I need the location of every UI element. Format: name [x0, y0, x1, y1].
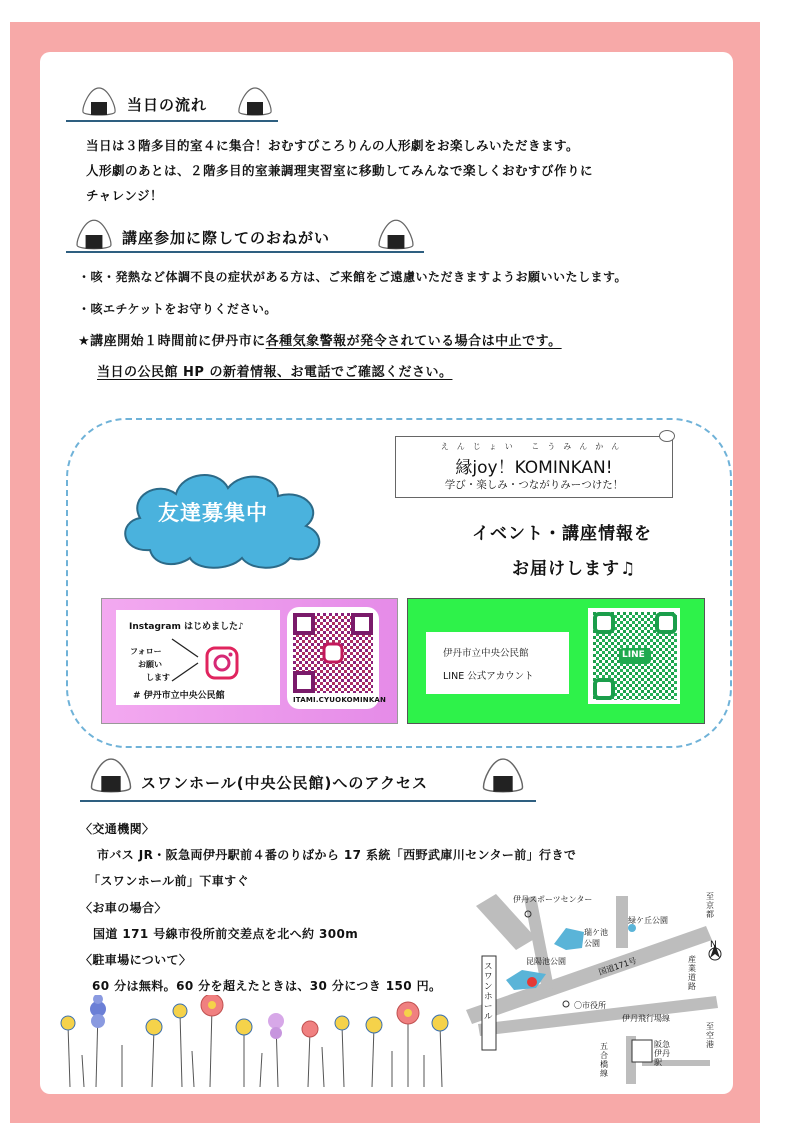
event-line-2: お届けします♫ [512, 559, 637, 579]
map-label-gokoku: 五合橋線 [600, 1042, 608, 1078]
transport-line-2: 「スワンホール前」下車すぐ [88, 874, 249, 888]
parking-line: 60 分は無料。60 分を超えたときは、30 分につき 150 円。 [92, 979, 442, 993]
instagram-qr-caption: ITAMI.CYUOKOMINKAN [293, 696, 387, 704]
access-title: スワンホール(中央公民館)へのアクセス [141, 774, 428, 792]
line-account: LINE 公式アカウント [443, 671, 534, 682]
instagram-icon [204, 645, 240, 681]
flow-line-3: チャレンジ！ [86, 188, 164, 203]
map-label-zuigaike: 瑞ケ池 [584, 928, 608, 937]
banner-scroll-curl [659, 430, 675, 442]
car-head: 〈お車の場合〉 [80, 901, 167, 915]
map-label-kuko: 至空港 [706, 1022, 714, 1049]
event-line-1: イベント・講座情報を [472, 524, 652, 544]
cloud-label: 友達募集中 [158, 501, 268, 525]
notice-underlined: 各種気象警報が発令されている場合は中止です。 [265, 334, 562, 349]
line-name: 伊丹市立中央公民館 [443, 648, 529, 659]
kominkan-banner [395, 436, 673, 498]
follow-line-3: します [146, 673, 170, 682]
onigiri-icon [80, 86, 118, 118]
banner-ruby: えんじょい こうみんかん [440, 442, 628, 451]
onigiri-icon [236, 86, 274, 118]
follow-line-2: お願い [138, 660, 162, 669]
map-label-cityhall: 〇市役所 [574, 1001, 606, 1010]
map-label-zuigaike-2: 公園 [584, 939, 600, 948]
follow-line-1: フォロー [130, 647, 162, 656]
parking-head: 〈駐車場について〉 [80, 953, 192, 967]
instagram-heading: Instagram はじめました♪ [129, 622, 244, 632]
instagram-qr-code [293, 613, 373, 693]
map-label-airfield: 伊丹飛行場線 [622, 1014, 670, 1023]
flowers-illustration [52, 995, 462, 1090]
map-label-sangyo: 産業道路 [688, 955, 696, 991]
transport-head: 〈交通機関〉 [80, 822, 155, 836]
instagram-tag: # 伊丹市立中央公民館 [133, 691, 225, 701]
access-underline [80, 800, 536, 802]
requests-underline [66, 251, 424, 253]
map-label-hankyu: 阪急伊丹駅 [654, 1040, 670, 1067]
request-line-1: ・咳・発熱など体調不良の症状がある方は、ご来館をご遠慮いただきますようお願いいたします。 [78, 270, 628, 284]
onigiri-icon [74, 218, 114, 252]
notice-prefix: ★講座開始１時間前に伊丹市に [78, 334, 266, 349]
car-line: 国道 171 号線市役所前交差点を北へ約 300m [93, 927, 359, 941]
request-line-2: ・咳エチケットをお守りください。 [78, 302, 277, 316]
flow-line-1: 当日は３階多目的室４に集合！おむすびころりんの人形劇をお楽しみいただきます。 [86, 138, 580, 153]
map-label-sports: 伊丹スポーツセンター [513, 895, 593, 904]
map-label-swan: スワンホール [484, 962, 493, 1022]
access-map [466, 888, 722, 1088]
notice-line-2: 当日の公民館 HP の新着情報、お電話でご確認ください。 [97, 365, 453, 380]
onigiri-icon [480, 756, 526, 796]
flow-title: 当日の流れ [127, 96, 208, 114]
onigiri-icon [376, 218, 416, 252]
map-label-kouyouike: 昆陽池公園 [526, 957, 566, 966]
requests-title: 講座参加に際してのおねがい [122, 229, 331, 247]
banner-subtitle: 学び・楽しみ・つながりみーつけた！ [444, 479, 624, 491]
map-label-kyoto: 至京都 [706, 892, 714, 919]
line-card [426, 632, 569, 694]
flow-line-2: 人形劇のあとは、２階多目的室兼調理実習室に移動してみんなで楽しくおむすび作りに [86, 163, 594, 178]
transport-line-1: 市バス JR・阪急両伊丹駅前４番のりばから 17 系統「西野武庫川センター前」行きで [97, 848, 577, 862]
map-label-north: N [710, 940, 717, 950]
follow-arrows [170, 637, 200, 683]
map-label-midorigaoka: 緑ケ丘公園 [628, 916, 668, 925]
banner-title: 縁joy！KOMINKAN! [455, 458, 613, 478]
flow-underline [66, 120, 278, 122]
map-label-route: 国道171号 [597, 956, 638, 977]
onigiri-icon [88, 756, 134, 796]
notice-line-1 [78, 330, 562, 354]
line-qr-logo: LINE [622, 650, 645, 660]
